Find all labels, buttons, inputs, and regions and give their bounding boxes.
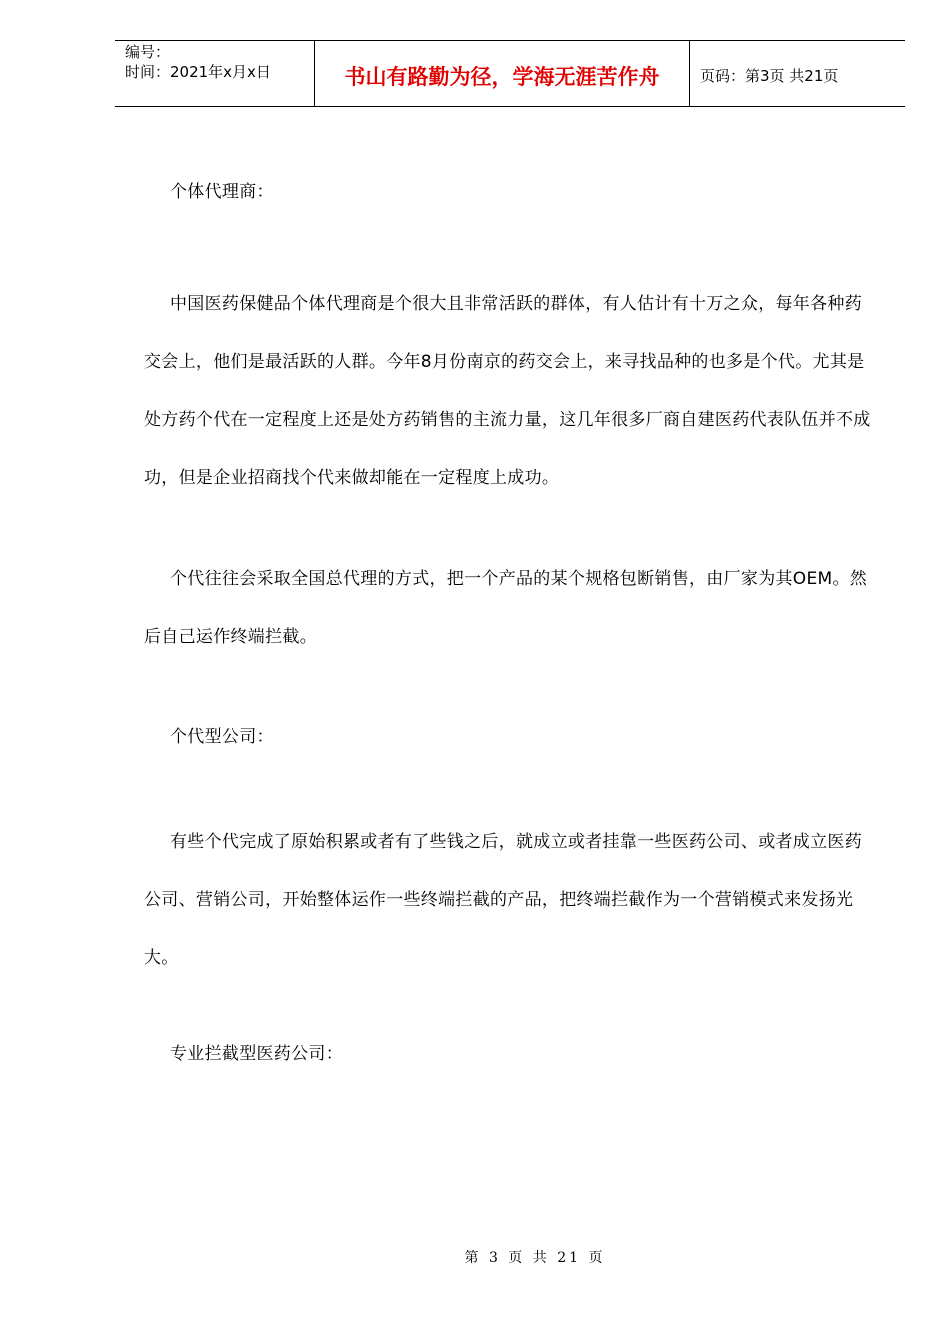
paragraph-oem <box>144 550 876 666</box>
time-label: 时间：2021年x月x日 <box>125 63 271 81</box>
section-heading: 专业拦截型医药公司： <box>170 1044 343 1064</box>
paragraph: 中国医药保健品个体代理商是个很大且非常活跃的群体，有人估计有十万之众，每年各种药交会上，他们是最活跃的人群。今年8月份南京的药交会上，来寻找品种的也多是个代。尤其是处方药个代在一定程度上还是处方药销售的主流力量，这几年很多厂商自建医药代表队伍并不成功，但是企业招商找个代来做却能在一定程度上成功。 <box>144 294 871 488</box>
header-page-cell <box>690 41 905 106</box>
page-code: 页码：第3页 共21页 <box>700 67 839 85</box>
paragraph: 有些个代完成了原始积累或者有了些钱之后，就成立或者挂靠一些医药公司、或者成立医药公司、营销公司，开始整体运作一些终端拦截的产品，把终端拦截作为一个营销模式来发扬光大。 <box>144 832 862 968</box>
header-meta-cell <box>115 41 315 106</box>
code-label: 编号： <box>125 43 171 61</box>
section-heading-interception-company <box>144 1025 876 1083</box>
header-table <box>115 40 905 107</box>
paragraph-agent-company <box>144 813 876 987</box>
section-heading-individual-agent <box>144 163 876 221</box>
page-footer: 第 3 页 共 21 页 <box>464 1250 606 1266</box>
section-heading: 个体代理商： <box>170 182 274 202</box>
motto: 书山有路勤为径，学海无涯苦作舟 <box>344 65 660 89</box>
section-heading-agent-company <box>144 708 876 766</box>
section-heading: 个代型公司： <box>170 727 274 747</box>
paragraph: 个代往往会采取全国总代理的方式，把一个产品的某个规格包断销售，由厂家为其OEM。然后自己运作终端拦截。 <box>144 569 868 647</box>
header-motto-cell <box>315 41 690 106</box>
paragraph-individual-agent <box>144 275 876 507</box>
